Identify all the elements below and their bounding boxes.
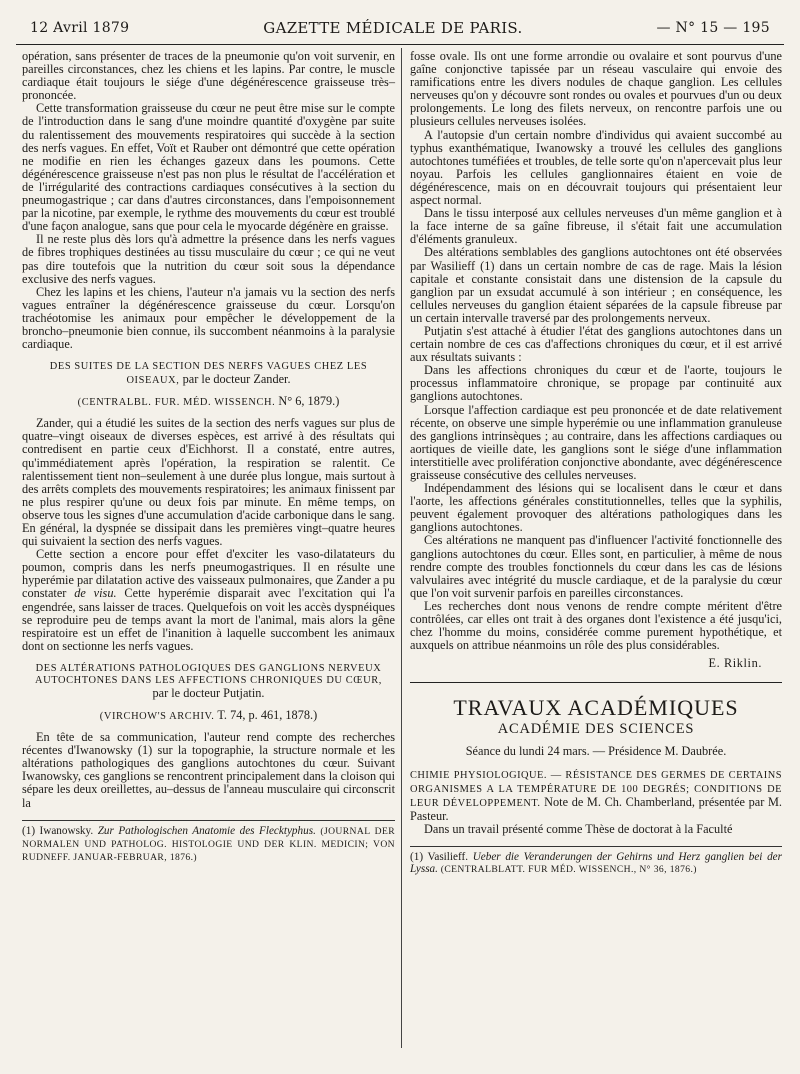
section-source: (VIRCHOW'S ARCHIV. T. 74, p. 461, 1878.) <box>99 707 318 722</box>
header-rule <box>16 44 784 45</box>
paragraph: opération, sans présenter de traces de la pneumonie qu'on voit survenir, en pareilles circonstances, chez les chiens et les lapins. Par contre, le muscle cardiaque était toujours le siége d'une dégénérescence graisseuse très–prononcée. <box>22 49 395 103</box>
paragraph: Indépendamment des lésions qui se localisent dans le cœur et dans l'aorte, les affections générales constitutionnelles, telles que la syphilis, peuvent également provoquer des altérations pathologiques dans les ganglions autochtones. <box>410 481 782 535</box>
footnote-rule <box>410 846 782 847</box>
paragraph: Il ne reste plus dès lors qu'à admettre la présence dans les nerfs vagues de fibres trophiques destinées au tissu musculaire du cœur ; ce qui ne veut pas dire toutefois que la nutrition du cœur soit sous la dépendance exclusive des nerfs vagues. <box>22 232 395 286</box>
section-author: par le docteur Putjatin. <box>152 685 265 700</box>
column-divider <box>401 48 402 1048</box>
section-title-zander: DES SUITES DE LA SECTION DES NERFS VAGUES CHEZ LES OISEAUX, par le docteur Zander. <box>49 361 368 387</box>
paragraph: Les recherches dont nous venons de rendre compte méritent d'être contrôlées, car elles ont trait à des organes dont l'existence a été jusqu'ici, chez l'homme du moins, considérée comme purement hypothétique, et auxquels on attribue néanmoins un rôle des plus considérables. <box>410 598 782 653</box>
footnote: (1) Iwanowsky. Zur Pathologischen Anatomie des Flecktyphus. (JOURNAL DER NORMALEN UND PATHOLOG. HISTOLOGIE UND DER KLIN. MEDICIN; VON RUDNEFF. JANUAR-FEBRUAR, 1876.) <box>22 824 396 864</box>
paragraph: Ces altérations ne manquent pas d'influencer l'activité fonctionnelle des ganglions autochtones du cœur. Elles sont, en particulier, à même de nous rendre compte des troubles fonctionnels du cœur dans les cas de lésions valvulaires avec intégrité du muscle cardiaque, et de la paralysie du cœur que l'on voit survenir parfois en pareilles circonstances. <box>410 533 782 600</box>
paragraph: Dans le tissu interposé aux cellules nerveuses d'un même ganglion et à la face interne de sa gaîne fibreuse, il s'était fait une accumulation d'éléments granuleux. <box>410 206 782 247</box>
paragraph: Zander, qui a étudié les suites de la section des nerfs vagues sur plus de quatre–vingt oiseaux de diverses espèces, est arrivé à des résultats qui contredisent en partie ceux d'Eichhorst. Il a constaté, entre autres, qu'immédiatement après l'opération, la respiration se ralentit. Ce ralentissement tient non–seulement à une durée plus longue, mais surtout à des arrêts complets des mouvements respiratoires; les animaux finissent par ne plus respirer qu'une ou deux fois par minute. En même temps, on observe tous les signes d'une accumulation d'acide carbonique dans le sang. En général, la dyspnée se dissipait dans les premières vingt–quatre heures qui suivaient la section des nerfs vagues. <box>22 416 395 549</box>
paragraph: Dans un travail présenté comme Thèse de doctorat à la Faculté <box>424 821 733 836</box>
paragraph: CHIMIE PHYSIOLOGIQUE. — RÉSISTANCE DES GERMES DE CERTAINS ORGANISMES A LA TEMPÉRATURE DE 100 DEGRÉS; CONDITIONS DE LEUR DÉVELOPPEMENT. Note de M. Ch. Chamberland, présentée par M. Pasteur. <box>410 769 782 823</box>
issue-date: 12 Avril 1879 <box>30 20 130 36</box>
travaux-academiques-section <box>410 682 782 836</box>
section-source: (CENTRALBL. FUR. MÉD. WISSENCH. N° 6, 1879.) <box>77 394 340 409</box>
page-header <box>30 14 770 42</box>
right-column <box>410 50 782 877</box>
paragraph: Chez les lapins et les chiens, l'auteur n'a jamais vu la section des nerfs vagues entraîner la dégénérescence graisseuse du cœur. Lorsqu'on trachéotomise les animaux pour empêcher le développement de la broncho–pneumonie bien connue, ils succombent néanmoins à la paralysie cardiaque. <box>22 284 395 352</box>
left-column <box>22 50 395 865</box>
issue-page-number: — N° 15 — 195 <box>656 20 770 36</box>
paragraph: Cette transformation graisseuse du cœur ne peut être mise sur le compte de l'introduction dans le sang d'une moindre quantité d'oxygène par suite du ralentissement des mouvements respiratoires qui succède à la section des nerfs vagues. En effet, Voït et Rauber ont démontré que cette opération ne modifie en rien les échanges gazeux dans les poumons. Cette dégénérescence graisseuse n'est pas non plus le résultat de l'accélération et de l'irrégularité des contractions cardiaques consécutives à la section du pneumogastrique ; car dans d'autres circonstances, dans l'empoisonnement par la nicotine, par exemple, le rythme des mouvements du cœur est troublé d'une façon analogue, sans que pour cela le myocarde dégénère en graisse. <box>22 101 395 234</box>
subsection-heading: ACADÉMIE DES SCIENCES <box>497 721 695 738</box>
paragraph: Putjatin s'est attaché à étudier l'état des ganglions autochtones dans un certain nombre de ces cas d'affections chroniques du cœur, et il est arrivé aux résultats suivants : <box>410 323 782 365</box>
paragraph: Dans les affections chroniques du cœur et de l'aorte, toujours le processus inflammatoire chronique, se propage par continuité aux ganglions autochtones. <box>410 363 782 404</box>
session-line: Séance du lundi 24 mars. — Présidence M. Daubrée. <box>465 743 727 758</box>
paragraph: fosse ovale. Ils ont une forme arrondie ou ovalaire et sont pourvus d'une gaîne conjonctive tapissée par un réseau vasculaire qui envoie des ramifications entre les divers nodules de chaque ganglion. Les cellules nerveuses qu'on y découvre sont rondes ou ovales et pourvues d'un ou deux prolongements. Le long des filets nerveux, on rencontre parfois une ou plusieurs cellules nerveuses isolées. <box>410 49 782 129</box>
section-title-putjatin: DES ALTÉRATIONS PATHOLOGIQUES DES GANGLIONS NERVEUX AUTOCHTONES DANS LES AFFECTIONS CHRONIQUES DU CŒUR, par le docteur Putjatin. <box>35 662 382 700</box>
article-signature: E. Riklin. <box>708 656 762 671</box>
paragraph: Lorsque l'affection cardiaque est peu prononcée et de date relativement récente, on observe une simple hyperémie ou une inflammation granuleuse des ganglions intrinsèques ; au contraire, dans les affections cardiaques ou aortiques de vieille date, les ganglions sont le siége d'une inflammation interstitielle avec prolifération conjonctive abondante, avec dégénérescence graisseuse consécutive des cellules nerveuses. <box>410 402 782 482</box>
paragraph: A l'autopsie d'un certain nombre d'individus qui avaient succombé au typhus exanthématique, Iwanowsky a trouvé les cellules des ganglions autochtones tuméfiées et troubles, de telle sorte qu'on n'apercevait plus leur noyau. Parfois les cellules ganglionnaires étaient en voie de dégénérescence, mais on en découvrait toujours qui présentaient leur aspect normal. <box>410 127 782 208</box>
section-heading: TRAVAUX ACADÉMIQUES <box>453 695 739 721</box>
section-author: par le docteur Zander. <box>182 372 291 387</box>
newspaper-title: GAZETTE MÉDICALE DE PARIS. <box>263 19 523 37</box>
footnote: (1) Vasilieff. Ueber die Veranderungen der Gehirns und Herz ganglien bei der Lyssa. (CENTRALBLATT. FUR MÉD. WISSENCH., N° 36, 1876.) <box>410 851 782 876</box>
paragraph: Des altérations semblables des ganglions autochtones ont été observées par Wasilieff (1) dans un certain nombre de cas de rage. Mais la lésion capitale et constante consistait dans une distension de la capsule du ganglion par un exsudat accumulé à son intérieur ; en conséquence, les cellules nerveuses du ganglion étaient séparées de la capsule fibreuse par un certain intervalle traversé par des prolongements nerveux. <box>410 245 782 325</box>
paragraph: Cette section a encore pour effet d'exciter les vaso-dilatateurs du poumon, compris dans les nerfs pneumogastriques. Il en résulte une hyperémie par dilatation active des vaisseaux pulmonaires, que Zander a pu constater de visu. Cette hyperémie disparait avec l'excitation qui l'a engendrée, sans laisser de traces. Quelquefois on voit les accès dyspnéiques se reproduire peu de temps avant la mort de l'animal, mais alors la gêne respiratoire est un effet de l'inanition à laquelle succombent les animaux dont on sectionne les nerfs vagues. <box>22 547 396 653</box>
paragraph: En tête de sa communication, l'auteur rend compte des recherches récentes d'Iwanowsky (1) sur la topographie, la structure normale et les altérations pathologiques des ganglions autochtones du cœur. Suivant Iwanowsky, ces ganglions se rencontrent principalement dans la cloison qui sépare les deux oreillettes, au–dessus de l'anneau musculaire qui circonscrit la <box>22 730 395 810</box>
footnote-rule <box>22 820 395 821</box>
